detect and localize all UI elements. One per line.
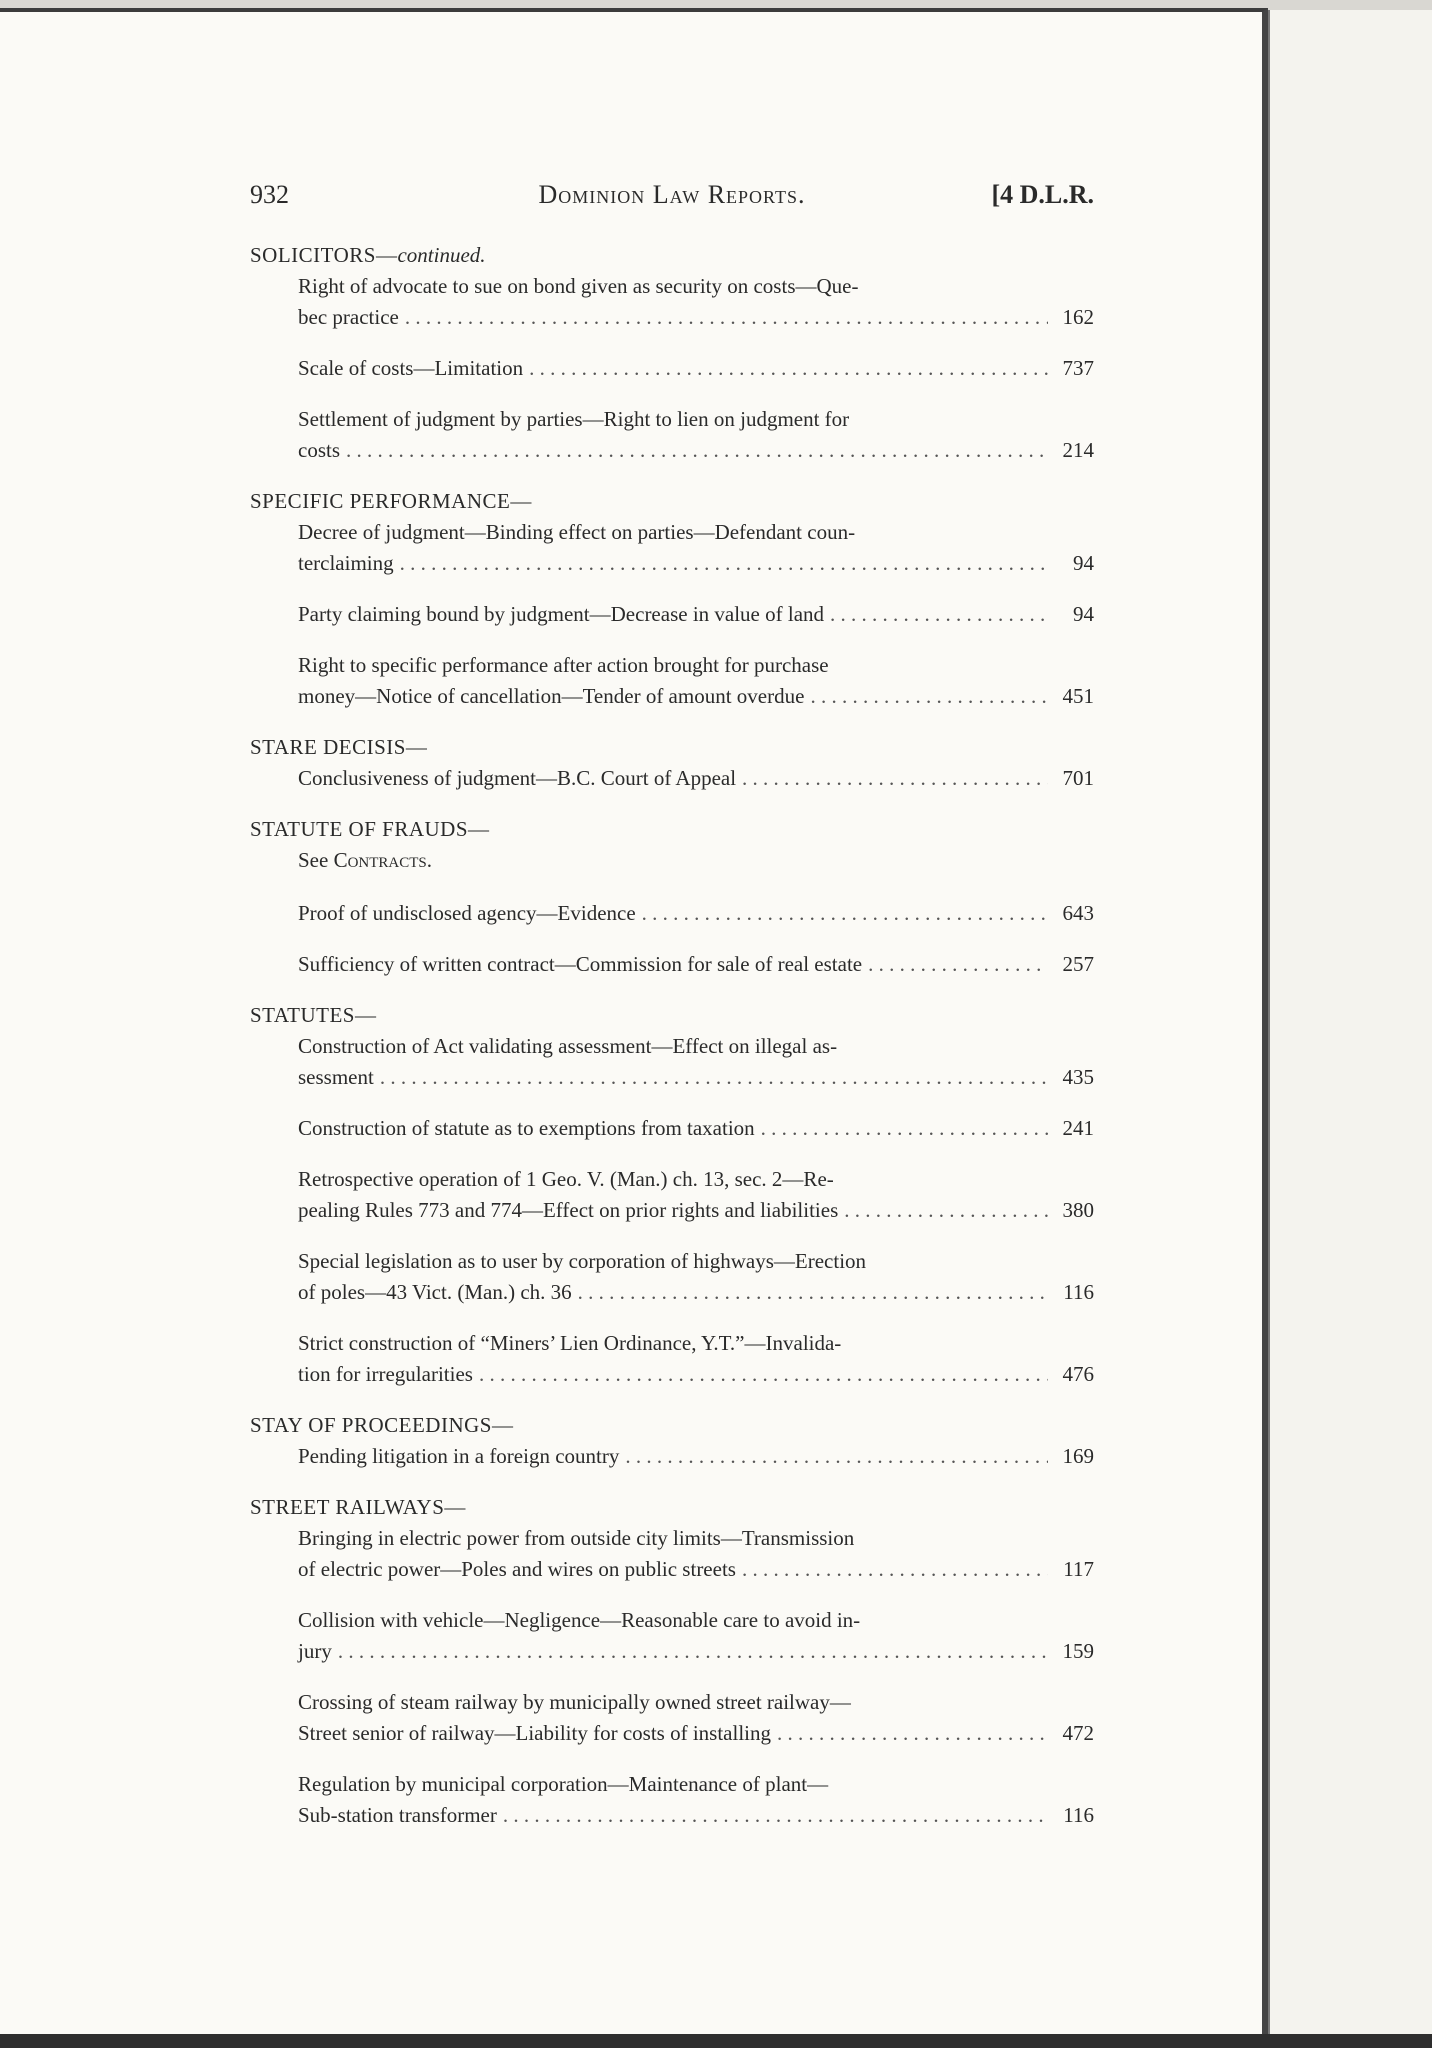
entry-text: Pending litigation in a foreign country [298,1444,620,1468]
entry-line: Settlement of judgment by parties—Right to lien on judgment for [298,407,850,431]
entry-line: Bringing in electric power from outside city limits—Transmission [298,1526,855,1550]
page-reference: 737 [1062,356,1094,380]
entry-line: Collision with vehicle—Negligence—Reasonable care to avoid in- [298,1608,861,1632]
page-reference: 257 [1062,952,1094,976]
leader-dots [761,1113,1048,1144]
entry-last-line [298,1195,1094,1226]
page-reference: 94 [1073,551,1094,575]
entry-line: Special legislation as to user by corporation of highways—Erection [298,1249,867,1273]
entry-last-line [298,1113,1094,1144]
entry-line: Retrospective operation of 1 Geo. V. (Man.) ch. 13, sec. 2—Re- [298,1167,834,1191]
index-section [250,1410,1094,1472]
entry-last-line [298,548,1094,579]
leader-dots [405,302,1048,333]
entry-last-line [298,302,1094,333]
section-heading [250,814,1094,845]
section-heading-text: STATUTE OF FRAUDS— [250,817,490,841]
entry-line: Right to specific performance after action brought for purchase [298,653,829,677]
section-heading [250,1000,1094,1031]
leader-dots [503,1800,1048,1831]
entry-text: Sufficiency of written contract—Commission for sale of real estate [298,952,863,976]
page-reference: 701 [1062,766,1094,790]
entry-line: Crossing of steam railway by municipally owned street railway— [298,1690,851,1714]
scan-bottom-edge [0,2034,1432,2048]
see-label: See [298,848,329,872]
adjacent-page-edge [1268,10,1432,2036]
running-title: Dominion Law Reports. [538,180,806,209]
page-reference: 380 [1062,1198,1094,1222]
entry-line: Strict construction of “Miners’ Lien Ordinance, Y.T.”—Invalida- [298,1331,842,1355]
entry-last-line [298,898,1094,929]
entry-text: Construction of statute as to exemptions from taxation [298,1116,755,1140]
entry-text: bec practice [298,305,399,329]
section-heading [250,486,1094,517]
entry-text: sessment [298,1065,374,1089]
index-section [250,814,1094,980]
section-heading-text: STAY OF PROCEEDINGS— [250,1413,514,1437]
leader-dots [479,1359,1048,1390]
index-entry [298,1031,1094,1093]
index-entry [298,271,1094,333]
entry-last-line [298,599,1094,630]
entry-text: Scale of costs—Limitation [298,356,524,380]
section-heading [250,240,1094,271]
leader-dots [844,1195,1048,1226]
section-heading-text: STREET RAILWAYS— [250,1495,466,1519]
page-number: 932 [250,180,289,209]
entry-line: Right of advocate to sue on bond given as security on costs—Que- [298,274,859,298]
entry-text: money—Notice of cancellation—Tender of amount overdue [298,684,805,708]
entry-text: Party claiming bound by judgment—Decrease in value of land [298,602,825,626]
index-entry [298,1246,1094,1308]
index-entry [298,763,1094,794]
entry-last-line [298,1277,1094,1308]
index-entry [298,1687,1094,1749]
index-section [250,486,1094,712]
entry-line: Decree of judgment—Binding effect on parties—Defendant coun- [298,520,856,544]
leader-dots [625,1441,1048,1472]
entry-last-line [298,1800,1094,1831]
entry-text: pealing Rules 773 and 774—Effect on prior rights and liabilities [298,1198,839,1222]
entry-last-line [298,763,1094,794]
page-reference: 162 [1062,305,1094,329]
leader-dots [578,1277,1048,1308]
section-heading-suffix: continued. [397,243,486,267]
entry-last-line [298,949,1094,980]
entry-last-line [298,1062,1094,1093]
entry-text: of electric power—Poles and wires on public streets [298,1557,736,1581]
leader-dots [742,1554,1048,1585]
index-entry [298,353,1094,384]
section-heading [250,1410,1094,1441]
page-reference: 169 [1062,1444,1094,1468]
entry-text: tion for irregularities [298,1362,473,1386]
index-entry [298,404,1094,466]
leader-dots [777,1718,1048,1749]
entry-line: Regulation by municipal corporation—Maintenance of plant— [298,1772,829,1796]
leader-dots [529,353,1048,384]
entry-last-line [298,435,1094,466]
section-heading-text: SOLICITORS— [250,243,398,267]
entry-text: Conclusiveness of judgment—B.C. Court of Appeal [298,766,737,790]
page-reference: 94 [1073,602,1094,626]
index-entry [298,1328,1094,1390]
entry-text: terclaiming [298,551,394,575]
entry-text: of poles—43 Vict. (Man.) ch. 36 [298,1280,572,1304]
leader-dots [380,1062,1048,1093]
section-heading-text: STARE DECISIS— [250,735,428,759]
leader-dots [400,548,1048,579]
index-entry [298,1441,1094,1472]
index-entry [298,1164,1094,1226]
leader-dots [642,898,1048,929]
index-section [250,240,1094,466]
index-entry [298,1605,1094,1667]
cross-reference [298,845,1094,876]
index-section [250,1000,1094,1390]
index-section [250,732,1094,794]
leader-dots [346,435,1048,466]
entry-last-line [298,1441,1094,1472]
entry-last-line [298,1359,1094,1390]
page-reference: 451 [1062,684,1094,708]
see-reference: Contracts. [333,848,433,872]
entry-text: Sub-station transformer [298,1803,497,1827]
leader-dots [830,599,1048,630]
page-reference: 159 [1062,1639,1094,1663]
index-section [250,1492,1094,1831]
entry-last-line [298,1636,1094,1667]
section-heading-text: SPECIFIC PERFORMANCE— [250,489,532,513]
volume-reference: [4 D.L.R. [991,180,1094,209]
entry-text: Street senior of railway—Liability for costs of installing [298,1721,771,1745]
index-entry [298,517,1094,579]
section-heading-text: STATUTES— [250,1003,377,1027]
index-entry [298,949,1094,980]
leader-dots [810,681,1048,712]
index-entry [298,1523,1094,1585]
leader-dots [868,949,1048,980]
entry-last-line [298,1718,1094,1749]
index-entry [298,1113,1094,1144]
index-entry [298,898,1094,929]
page-reference: 116 [1063,1803,1094,1827]
section-heading [250,732,1094,763]
leader-dots [742,763,1048,794]
index-entry [298,1769,1094,1831]
running-header [250,180,1094,220]
entry-text: costs [298,438,340,462]
leader-dots [338,1636,1048,1667]
page-reference: 435 [1062,1065,1094,1089]
section-heading [250,1492,1094,1523]
page-reference: 116 [1063,1280,1094,1304]
page-reference: 643 [1062,901,1094,925]
entry-last-line [298,681,1094,712]
index-entry [298,599,1094,630]
page-reference: 214 [1062,438,1094,462]
entry-last-line [298,353,1094,384]
entry-text: Proof of undisclosed agency—Evidence [298,901,636,925]
page-reference: 472 [1062,1721,1094,1745]
entry-last-line [298,1554,1094,1585]
page-reference: 476 [1062,1362,1094,1386]
index-content [250,240,1094,1851]
page-reference: 241 [1062,1116,1094,1140]
entry-text: jury [298,1639,332,1663]
entry-line: Construction of Act validating assessment—Effect on illegal as- [298,1034,838,1058]
page-reference: 117 [1063,1557,1094,1581]
index-entry [298,650,1094,712]
